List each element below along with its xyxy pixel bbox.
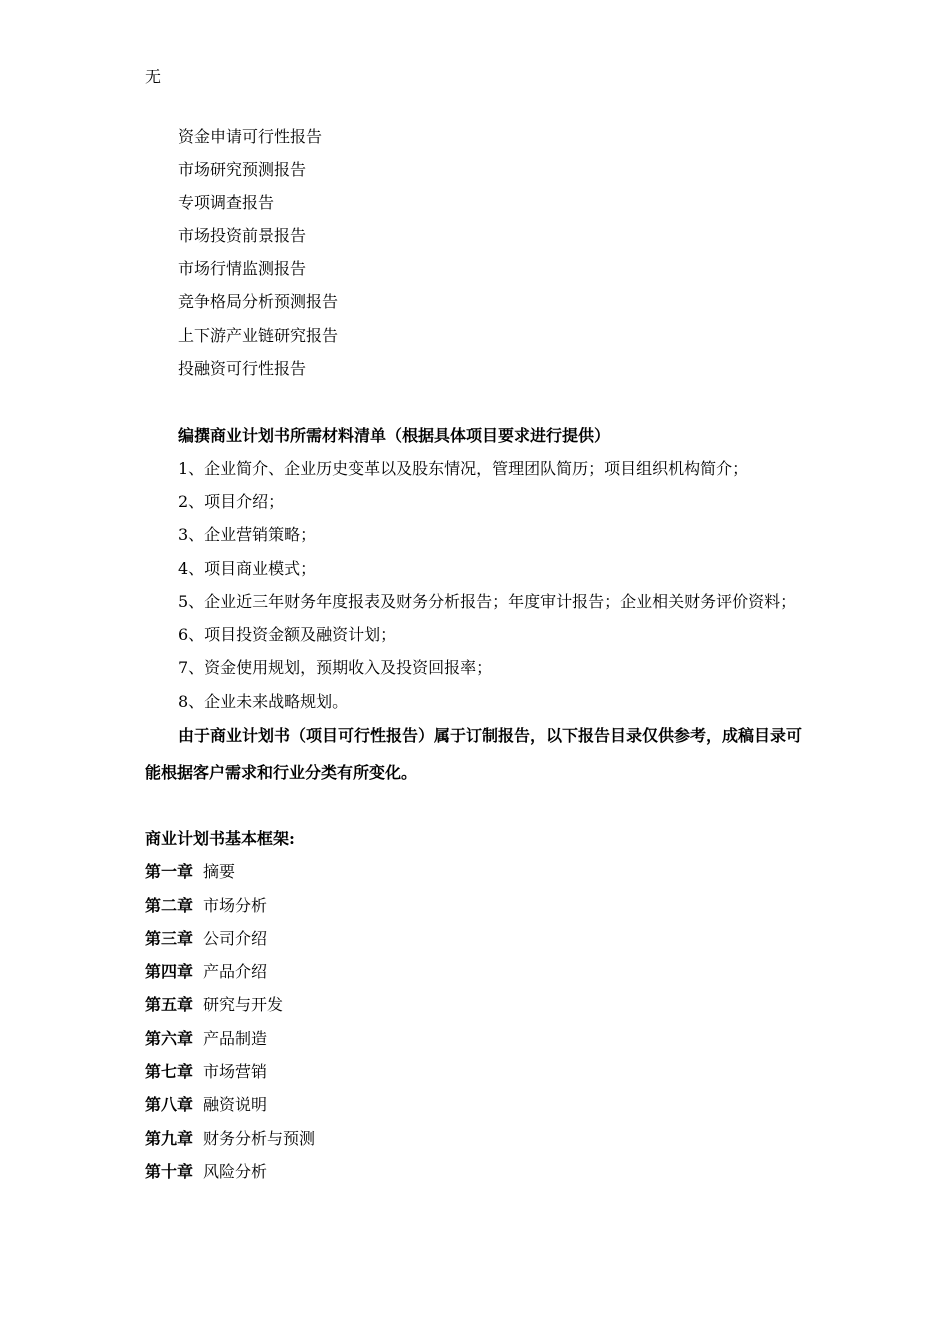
- chapter-number: 第十章: [145, 1162, 194, 1181]
- chapter-row: [145, 862, 235, 882]
- report-type-item: 投融资可行性报告: [178, 359, 307, 378]
- report-type-item: 市场研究预测报告: [178, 160, 307, 179]
- top-note: 无: [145, 67, 162, 86]
- chapter-row: [145, 1162, 267, 1182]
- chapter-number: 第六章: [145, 1029, 194, 1048]
- report-type-item: 竞争格局分析预测报告: [178, 292, 339, 311]
- notice-line-1: 由于商业计划书（项目可行性报告）属于订制报告，以下报告目录仅供参考，成稿目录可: [178, 726, 803, 745]
- chapter-row: [145, 995, 283, 1015]
- chapter-row: [145, 1095, 267, 1115]
- chapter-row: [145, 962, 267, 982]
- materials-item: 1、企业简介、企业历史变革以及股东情况，管理团队简历；项目组织机构简介；: [178, 459, 749, 478]
- report-type-item: 市场行情监测报告: [178, 259, 307, 278]
- chapter-title: 产品制造: [203, 1029, 268, 1048]
- materials-item: 4、项目商业模式；: [178, 559, 317, 578]
- materials-heading: 编撰商业计划书所需材料清单（根据具体项目要求进行提供）: [178, 426, 611, 445]
- chapter-row: [145, 1062, 267, 1082]
- chapter-number: 第七章: [145, 1062, 194, 1081]
- materials-item: 8、企业未来战略规划。: [178, 692, 349, 711]
- report-type-item: 专项调查报告: [178, 193, 275, 212]
- chapter-title: 融资说明: [203, 1095, 268, 1114]
- chapter-row: [145, 929, 267, 949]
- chapter-row: [145, 1029, 267, 1049]
- chapter-number: 第八章: [145, 1095, 194, 1114]
- chapter-row: [145, 1129, 315, 1149]
- report-type-item: 市场投资前景报告: [178, 226, 307, 245]
- chapter-title: 市场营销: [203, 1062, 268, 1081]
- chapter-title: 市场分析: [203, 896, 268, 915]
- chapter-number: 第九章: [145, 1129, 194, 1148]
- materials-item: 3、企业营销策略；: [178, 525, 317, 544]
- chapter-title: 研究与开发: [203, 995, 284, 1014]
- chapter-title: 产品介绍: [203, 962, 268, 981]
- chapter-title: 摘要: [203, 862, 236, 881]
- chapter-number: 第五章: [145, 995, 194, 1014]
- chapter-number: 第三章: [145, 929, 194, 948]
- notice-line-2: 能根据客户需求和行业分类有所变化。: [145, 763, 418, 782]
- materials-item: 6、项目投资金额及融资计划；: [178, 625, 397, 644]
- framework-heading: 商业计划书基本框架:: [145, 829, 295, 848]
- chapter-title: 公司介绍: [203, 929, 268, 948]
- materials-item: 2、项目介绍；: [178, 492, 285, 511]
- chapter-number: 第四章: [145, 962, 194, 981]
- chapter-row: [145, 896, 267, 916]
- chapter-title: 财务分析与预测: [203, 1129, 316, 1148]
- report-type-item: 资金申请可行性报告: [178, 127, 323, 146]
- chapter-title: 风险分析: [203, 1162, 268, 1181]
- chapter-number: 第一章: [145, 862, 194, 881]
- report-type-item: 上下游产业链研究报告: [178, 326, 339, 345]
- materials-item: 7、资金使用规划，预期收入及投资回报率；: [178, 658, 493, 677]
- materials-item: 5、企业近三年财务年度报表及财务分析报告；年度审计报告；企业相关财务评价资料；: [178, 592, 797, 611]
- chapter-number: 第二章: [145, 896, 194, 915]
